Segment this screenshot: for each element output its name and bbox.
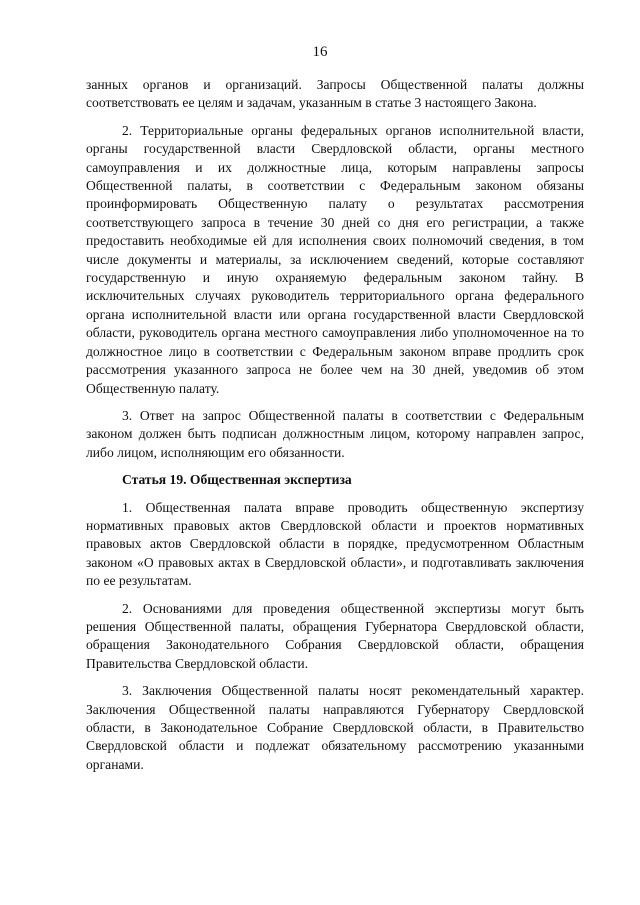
- paragraph-continuation: занных органов и организаций. Запросы Общественной палаты должны соответствовать ее целям и задачам, указанным в статье 3 настоящего Закона.: [86, 77, 584, 111]
- document-body: [86, 76, 584, 774]
- article-heading: Статья 19. Общественная экспертиза: [122, 472, 352, 488]
- paragraph-item-3: 3. Ответ на запрос Общественной палаты в соответствии с Федеральным законом должен быть подписан должностным лицом, которому направлен запрос, либо лицом, исполняющим его обязанности.: [86, 407, 584, 460]
- article-paragraph-3: 3. Заключения Общественной палаты носят рекомендательный характер. Заключения Общественной палаты направляются Губернатору Свердловской области, в Законодательное Собрание Свердловской области, в Правительство Свердловской области и подлежат обязательному рассмотрению указанными органами.: [86, 683, 584, 772]
- article-paragraph-1: 1. Общественная палата вправе проводить общественную экспертизу нормативных правовых актов Свердловской области и проектов нормативных правовых актов Свердловской области в порядке, предусмотренном Областным законом «О правовых актах в Свердловской области», и подготавливать заключения по ее результатам.: [86, 499, 584, 589]
- page-number: 16: [312, 44, 328, 60]
- article-paragraph-2: 2. Основаниями для проведения общественной экспертизы могут быть решения Общественной палаты, обращения Губернатора Свердловской области, обращения Законодательного Собрания Свердловской области, обращения Правительства Свердловской области.: [86, 600, 584, 671]
- paragraph-item-2: 2. Территориальные органы федеральных органов исполнительной власти, органы государственной власти Свердловской области, органы местного самоуправления и их должностные лица, которым направлены запросы Общественной палаты, в соответствии с Федеральным законом обязаны проинформировать Общественную палату о результатах рассмотрения соответствующего запроса в течение 30 дней со дня его регистрации, а также предоставить необходимые ей для исполнения своих полномочий сведения, в том числе документы и материалы, за исключением сведений, которые составляют государственную и иную охраняемую федеральным законом тайну. В исключительных случаях руководитель территориального органа федерального органа исполнительной власти или органа государственной власти Свердловской области, руководитель органа местного самоуправления либо уполномоченное на то должностное лицо в соответствии с Федеральным законом вправе продлить срок рассмотрения указанного запроса не более чем на 30 дней, уведомив об этом Общественную палату.: [86, 122, 584, 396]
